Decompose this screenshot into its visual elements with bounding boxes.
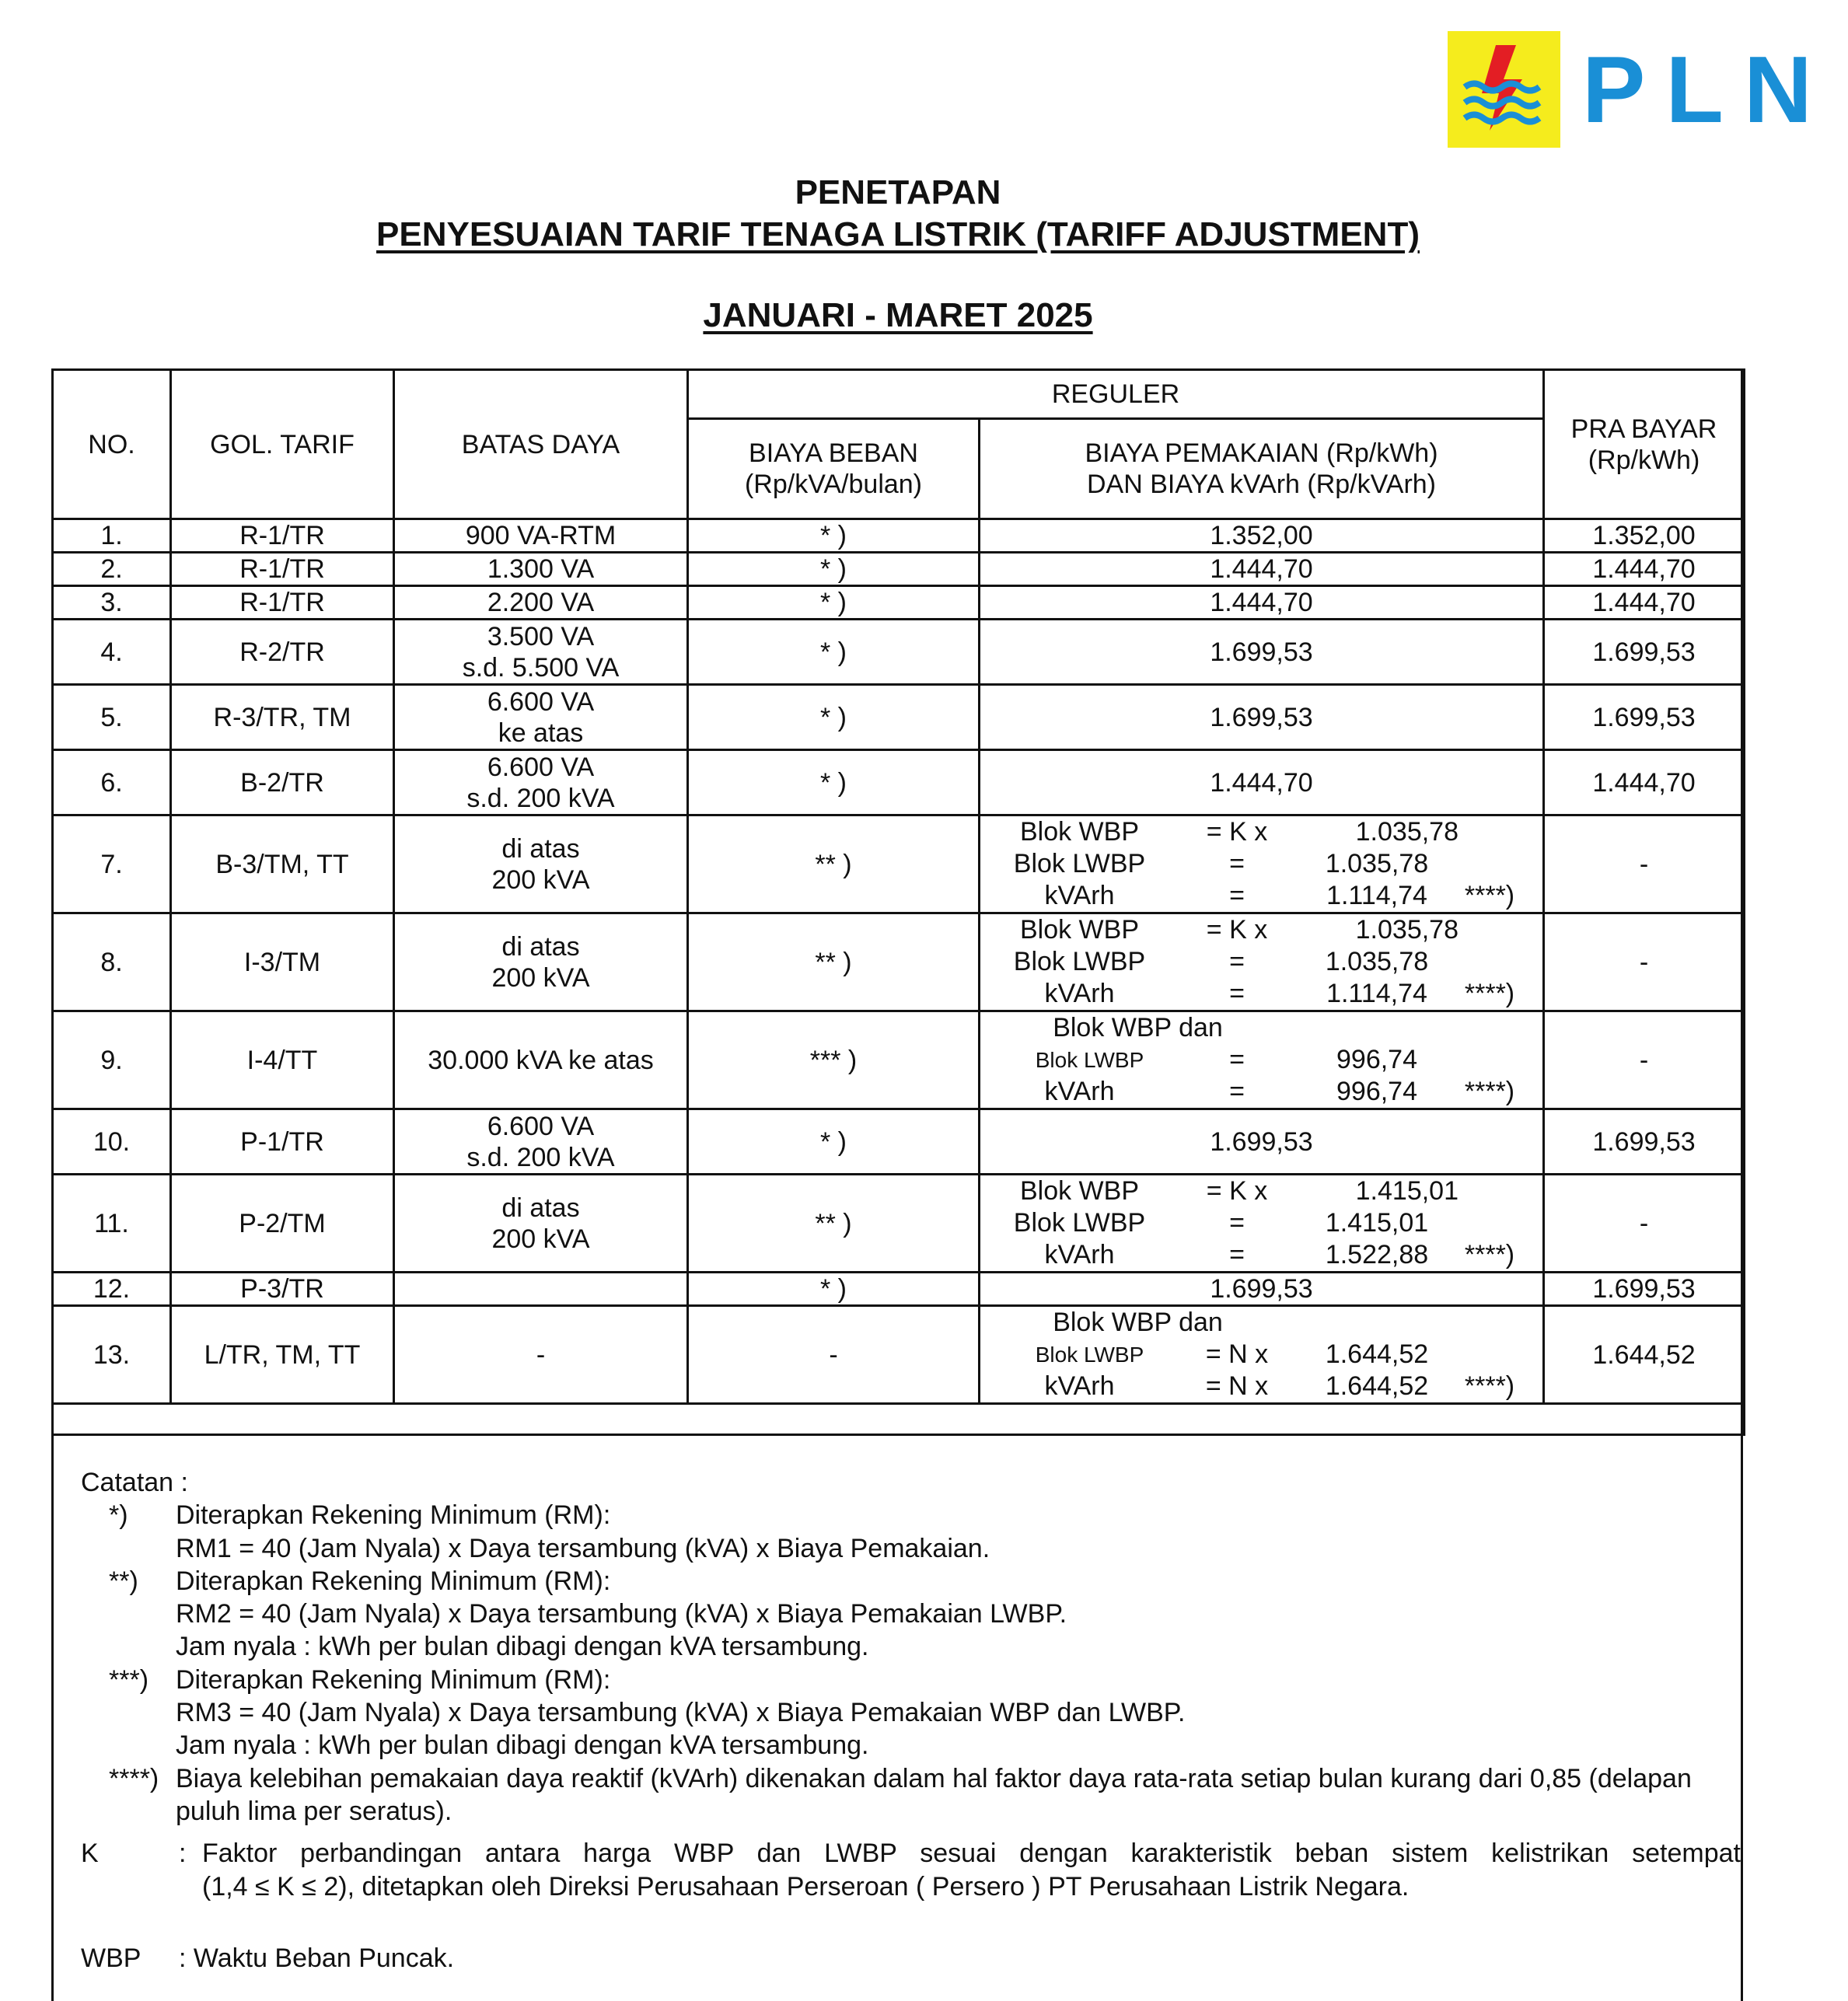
- row-pra-bayar: 1.352,00: [1544, 519, 1745, 553]
- blok-note: [1458, 914, 1521, 946]
- blok-operator: =: [1229, 1045, 1245, 1074]
- table-row: [53, 553, 1745, 586]
- row-batas-daya: [394, 750, 688, 815]
- row-batas-daya: [394, 553, 688, 586]
- row-batas-daya: [394, 1306, 688, 1404]
- blok-grid: [980, 1175, 1542, 1271]
- note-2-line-2: RM2 = 40 (Jam Nyala) x Daya tersambung (kVA) x Biaya Pemakaian LWBP.: [176, 1599, 1067, 1629]
- row-biaya-beban: * ): [688, 620, 980, 685]
- notes-section: [81, 1466, 1741, 1975]
- row-batas-daya: [394, 1109, 688, 1175]
- blok-label: Blok LWBP: [1035, 1048, 1144, 1072]
- row-batas-daya: [394, 685, 688, 750]
- row-pra-bayar: 1.444,70: [1544, 586, 1745, 620]
- blok-note: [1458, 1339, 1521, 1371]
- row-gol-tarif: I-4/TT: [171, 1011, 394, 1109]
- row-biaya-beban: ** ): [688, 913, 980, 1011]
- blok-note: ****): [1464, 1240, 1515, 1269]
- note-3: [81, 1664, 1741, 1762]
- document-title: [0, 173, 1796, 336]
- blok-operator: = K x: [1206, 817, 1268, 847]
- row-pra-bayar: 1.644,52: [1544, 1306, 1745, 1404]
- row-no: 12.: [53, 1273, 171, 1306]
- row-batas-daya: [394, 586, 688, 620]
- row-biaya-beban: -: [688, 1306, 980, 1404]
- table-row: [53, 620, 1745, 685]
- header-biaya-beban-line2: (Rp/kVA/bulan): [744, 470, 923, 499]
- blok-label: Blok LWBP: [1013, 1208, 1146, 1238]
- row-biaya-pemakaian-blok: [980, 1175, 1544, 1273]
- note-1-line-2: RM1 = 40 (Jam Nyala) x Daya tersambung (kVA) x Biaya Pemakaian.: [176, 1533, 990, 1563]
- blok-operator: = K x: [1206, 915, 1268, 945]
- blok-label: Blok LWBP: [1035, 1343, 1144, 1367]
- row-batas-daya: [394, 519, 688, 553]
- title-period: JANUARI - MARET 2025: [703, 296, 1093, 334]
- row-pra-bayar: -: [1544, 1011, 1745, 1109]
- batas-daya-line-1: di atas: [501, 833, 580, 864]
- blok-operator: =: [1229, 881, 1245, 910]
- batas-daya-line-1: di atas: [501, 931, 580, 962]
- header-pra-bayar-line1: PRA BAYAR: [1570, 414, 1717, 444]
- note-3-mark: ***): [109, 1664, 149, 1695]
- blok-value: 1.415,01: [1325, 1208, 1429, 1238]
- row-gol-tarif: R-1/TR: [171, 553, 394, 586]
- header-pra-bayar: [1544, 370, 1745, 519]
- row-batas-daya: [394, 1175, 688, 1273]
- row-gol-tarif: I-3/TM: [171, 913, 394, 1011]
- batas-daya-line-1: di atas: [501, 1193, 580, 1223]
- blok-value: 996,74: [1336, 1077, 1417, 1106]
- batas-daya-line-1: 30.000 kVA ke atas: [428, 1045, 654, 1075]
- blok-label: kVArh: [1044, 979, 1115, 1008]
- header-pra-bayar-line2: (Rp/kWh): [1588, 445, 1700, 475]
- row-biaya-pemakaian: 1.352,00: [980, 519, 1544, 553]
- header-reguler: REGULER: [688, 370, 1544, 419]
- row-biaya-pemakaian-blok: [980, 815, 1544, 913]
- blok-grid: [980, 1012, 1542, 1108]
- row-biaya-pemakaian-blok: [980, 1011, 1544, 1109]
- blok-operator: = K x: [1206, 1176, 1268, 1206]
- note-1-mark: *): [109, 1500, 128, 1531]
- table-spacer-row: [53, 1404, 1745, 1435]
- blok-note: [1458, 1207, 1521, 1239]
- row-gol-tarif: P-3/TR: [171, 1273, 394, 1306]
- row-biaya-pemakaian: 1.444,70: [980, 750, 1544, 815]
- blok-label: Blok WBP: [1019, 915, 1140, 945]
- blok-operator: =: [1229, 979, 1245, 1008]
- note-4-mark: ****): [109, 1763, 159, 1793]
- batas-daya-line-1: 6.600 VA: [487, 686, 595, 717]
- row-biaya-beban: * ): [688, 553, 980, 586]
- row-biaya-beban: * ): [688, 750, 980, 815]
- row-gol-tarif: P-2/TM: [171, 1175, 394, 1273]
- blok-label: kVArh: [1044, 1077, 1115, 1106]
- blok-operator: = N x: [1205, 1339, 1269, 1369]
- blok-operator: =: [1229, 1208, 1245, 1238]
- table-row: [53, 1273, 1745, 1306]
- table-row: [53, 1175, 1745, 1273]
- table-row: [53, 913, 1745, 1011]
- row-biaya-beban: *** ): [688, 1011, 980, 1109]
- blok-operator: =: [1229, 849, 1245, 878]
- row-pra-bayar: 1.699,53: [1544, 685, 1745, 750]
- row-biaya-pemakaian: 1.444,70: [980, 553, 1544, 586]
- note-3-line-2: RM3 = 40 (Jam Nyala) x Daya tersambung (kVA) x Biaya Pemakaian WBP dan LWBP.: [176, 1698, 1186, 1728]
- batas-daya-line-2: s.d. 200 kVA: [466, 1142, 615, 1172]
- row-pra-bayar: -: [1544, 913, 1745, 1011]
- row-batas-daya: [394, 620, 688, 685]
- blok-value: 996,74: [1336, 1045, 1417, 1074]
- row-no: 7.: [53, 815, 171, 913]
- row-batas-daya: [394, 1273, 688, 1306]
- blok-label: kVArh: [1044, 881, 1115, 910]
- k-line-2: (1,4 ≤ K ≤ 2), ditetapkan oleh Direksi Perusahaan Perseroan ( Persero ) PT Perusahaan Listrik Negara.: [202, 1871, 1410, 1901]
- row-no: 1.: [53, 519, 171, 553]
- blok-grid: [980, 816, 1542, 912]
- blok-grid: [980, 1307, 1542, 1402]
- blok-label: kVArh: [1044, 1371, 1115, 1401]
- note-2: [81, 1565, 1741, 1664]
- table-row: [53, 519, 1745, 553]
- row-no: 5.: [53, 685, 171, 750]
- blok-label: Blok WBP: [1019, 1176, 1140, 1206]
- row-no: 13.: [53, 1306, 171, 1404]
- row-gol-tarif: B-2/TR: [171, 750, 394, 815]
- k-colon: :: [179, 1839, 187, 1869]
- blok-note: ****): [1464, 1371, 1515, 1401]
- blok-value: 1.035,78: [1355, 915, 1458, 945]
- header-biaya-pemakaian-line2: DAN BIAYA kVArh (Rp/kVArh): [1086, 470, 1437, 499]
- blok-label: Blok LWBP: [1013, 947, 1146, 976]
- row-pra-bayar: -: [1544, 815, 1745, 913]
- header-no: NO.: [53, 370, 171, 519]
- blok-operator: =: [1229, 947, 1245, 976]
- batas-daya-line-1: 6.600 VA: [487, 752, 595, 782]
- pln-emblem-icon: [1448, 31, 1560, 148]
- wbp-text: : Waktu Beban Puncak.: [179, 1943, 455, 1973]
- batas-daya-line-2: 200 kVA: [491, 1224, 590, 1254]
- row-no: 9.: [53, 1011, 171, 1109]
- blok-note: [1458, 946, 1521, 978]
- blok-note: [1458, 816, 1521, 848]
- table-row: [53, 815, 1745, 913]
- blok-value: 1.035,78: [1325, 947, 1429, 976]
- blok-heading: Blok WBP dan: [1053, 1013, 1223, 1042]
- row-gol-tarif: L/TR, TM, TT: [171, 1306, 394, 1404]
- row-batas-daya: [394, 815, 688, 913]
- row-biaya-pemakaian: 1.699,53: [980, 620, 1544, 685]
- header-biaya-pemakaian: [980, 419, 1544, 519]
- header-gol-tarif: GOL. TARIF: [171, 370, 394, 519]
- pln-logo: [1448, 31, 1832, 148]
- batas-daya-line-2: s.d. 200 kVA: [466, 783, 615, 813]
- table-row: [53, 1306, 1745, 1404]
- row-gol-tarif: R-1/TR: [171, 586, 394, 620]
- note-2-line-1: Diterapkan Rekening Minimum (RM):: [176, 1566, 611, 1596]
- blok-label: kVArh: [1044, 1240, 1115, 1269]
- blok-value: 1.644,52: [1325, 1339, 1429, 1369]
- row-pra-bayar: 1.699,53: [1544, 1273, 1745, 1306]
- row-no: 8.: [53, 913, 171, 1011]
- row-biaya-beban: * ): [688, 685, 980, 750]
- row-biaya-pemakaian: 1.444,70: [980, 586, 1544, 620]
- batas-daya-line-2: ke atas: [498, 718, 584, 748]
- note-3-line-1: Diterapkan Rekening Minimum (RM):: [176, 1664, 611, 1695]
- batas-daya-line-1: 1.300 VA: [487, 554, 595, 584]
- title-line-2: PENYESUAIAN TARIF TENAGA LISTRIK (TARIFF ADJUSTMENT): [376, 215, 1420, 253]
- header-biaya-pemakaian-line1: BIAYA PEMAKAIAN (Rp/kWh): [1085, 438, 1438, 468]
- row-biaya-beban: * ): [688, 519, 980, 553]
- row-biaya-pemakaian: 1.699,53: [980, 1273, 1544, 1306]
- blok-value: 1.415,01: [1355, 1176, 1458, 1206]
- row-no: 6.: [53, 750, 171, 815]
- row-no: 4.: [53, 620, 171, 685]
- note-4-line-1: Biaya kelebihan pemakaian daya reaktif (kVArh) dikenakan dalam hal faktor daya rata-rata setiap bulan kurang dari 0,85 (delapan: [176, 1763, 1692, 1793]
- k-line-1: Faktor perbandingan antara harga WBP dan LWBP sesuai dengan karakteristik beban sistem kelistrikan setempat: [202, 1839, 1741, 1869]
- table-row: [53, 586, 1745, 620]
- blok-operator: =: [1229, 1240, 1245, 1269]
- table-row: [53, 750, 1745, 815]
- row-biaya-pemakaian-blok: [980, 1306, 1544, 1404]
- note-4: [81, 1762, 1741, 1828]
- blok-heading: Blok WBP dan: [1053, 1308, 1223, 1337]
- blok-note: ****): [1464, 1077, 1515, 1106]
- note-2-line-3: Jam nyala : kWh per bulan dibagi dengan kVA tersambung.: [176, 1632, 869, 1662]
- header-biaya-beban-line1: BIAYA BEBAN: [749, 438, 918, 468]
- lightning-wave-icon: [1448, 31, 1560, 148]
- row-pra-bayar: 1.444,70: [1544, 750, 1745, 815]
- tariff-table: [51, 368, 1745, 1436]
- blok-note: [1458, 848, 1521, 880]
- row-batas-daya: [394, 913, 688, 1011]
- row-pra-bayar: 1.444,70: [1544, 553, 1745, 586]
- batas-daya-line-2: 200 kVA: [491, 864, 590, 895]
- blok-operator: = N x: [1205, 1371, 1269, 1401]
- blok-value: 1.114,74: [1326, 881, 1427, 910]
- note-2-mark: **): [109, 1566, 138, 1596]
- batas-daya-line-1: -: [536, 1339, 546, 1370]
- row-biaya-beban: * ): [688, 1273, 980, 1306]
- note-1: [81, 1499, 1741, 1565]
- row-pra-bayar: 1.699,53: [1544, 620, 1745, 685]
- wbp-definition: [81, 1942, 1741, 1975]
- notes-heading: Catatan :: [81, 1468, 188, 1497]
- blok-operator: =: [1229, 1077, 1245, 1106]
- row-biaya-pemakaian: 1.699,53: [980, 1109, 1544, 1175]
- table-spacer-cell: [53, 1404, 1745, 1435]
- note-4-line-2: puluh lima per seratus).: [176, 1796, 452, 1826]
- row-biaya-pemakaian-blok: [980, 913, 1544, 1011]
- row-biaya-beban: ** ): [688, 1175, 980, 1273]
- blok-note: ****): [1464, 881, 1515, 910]
- blok-value: 1.522,88: [1325, 1240, 1429, 1269]
- table-row: [53, 1109, 1745, 1175]
- blok-value: 1.035,78: [1325, 849, 1429, 878]
- row-no: 3.: [53, 586, 171, 620]
- blok-note: ****): [1464, 979, 1515, 1008]
- logo-text: PLN: [1582, 37, 1832, 142]
- k-label: K: [81, 1839, 99, 1869]
- row-no: 2.: [53, 553, 171, 586]
- batas-daya-line-2: 200 kVA: [491, 962, 590, 993]
- row-biaya-beban: ** ): [688, 815, 980, 913]
- note-3-line-3: Jam nyala : kWh per bulan dibagi dengan kVA tersambung.: [176, 1730, 869, 1761]
- row-gol-tarif: R-1/TR: [171, 519, 394, 553]
- title-line-1: PENETAPAN: [795, 173, 1001, 211]
- row-biaya-beban: * ): [688, 1109, 980, 1175]
- note-1-line-1: Diterapkan Rekening Minimum (RM):: [176, 1500, 611, 1531]
- blok-note: [1458, 1175, 1521, 1207]
- row-biaya-beban: * ): [688, 586, 980, 620]
- k-definition: [81, 1837, 1741, 1903]
- table-row: [53, 1011, 1745, 1109]
- batas-daya-line-1: 2.200 VA: [487, 588, 595, 617]
- row-pra-bayar: 1.699,53: [1544, 1109, 1745, 1175]
- row-biaya-pemakaian: 1.699,53: [980, 685, 1544, 750]
- header-batas-daya: BATAS DAYA: [394, 370, 688, 519]
- blok-note: [1458, 1044, 1521, 1076]
- row-batas-daya: [394, 1011, 688, 1109]
- row-no: 11.: [53, 1175, 171, 1273]
- table-row: [53, 685, 1745, 750]
- batas-daya-line-1: 6.600 VA: [487, 1111, 595, 1141]
- blok-value: 1.644,52: [1325, 1371, 1429, 1401]
- wbp-label: WBP: [81, 1943, 141, 1973]
- blok-value: 1.114,74: [1326, 979, 1427, 1008]
- blok-value: 1.035,78: [1355, 817, 1458, 847]
- row-gol-tarif: R-3/TR, TM: [171, 685, 394, 750]
- batas-daya-line-1: 900 VA-RTM: [465, 521, 617, 550]
- row-gol-tarif: R-2/TR: [171, 620, 394, 685]
- blok-label: Blok LWBP: [1013, 849, 1146, 878]
- batas-daya-line-1: 3.500 VA: [487, 621, 595, 651]
- header-biaya-beban: [688, 419, 980, 519]
- row-gol-tarif: B-3/TM, TT: [171, 815, 394, 913]
- blok-label: Blok WBP: [1019, 817, 1140, 847]
- blok-grid: [980, 914, 1542, 1010]
- batas-daya-line-2: s.d. 5.500 VA: [462, 652, 620, 683]
- row-gol-tarif: P-1/TR: [171, 1109, 394, 1175]
- row-no: 10.: [53, 1109, 171, 1175]
- row-pra-bayar: -: [1544, 1175, 1745, 1273]
